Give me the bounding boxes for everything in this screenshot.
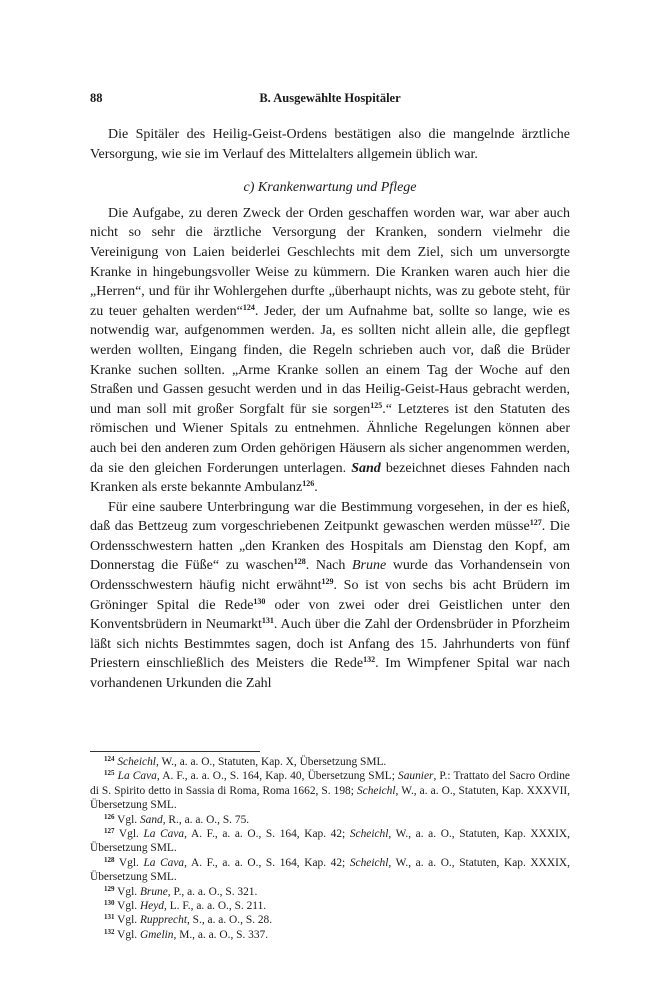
running-head xyxy=(90,91,570,109)
paragraph-2: Die Aufgabe, zu deren Zweck der Orden geschaffen worden war, war aber auch nicht so sehr die ärztliche Versorgung der Kranken, sondern vielmehr die Vereinigung von Laien beiderlei Geschlechts mit dem Ziel, sich um unversorgte Kranke in hingebungsvoller Weise zu kümmern. Die Kranken waren auch hier die „Herren“, und für ihr Wohlergehen durfte „überhaupt nichts, was zu gebote steht, für zu teuer gehalten werden“$^{124}$. Jeder, der um Aufnahme bat, sollte so lange, wie es notwendig war, aufgenommen werden. Ja, es sollten nicht allein alle, die gepflegt werden wollten, Eingang finden, die Regeln schrieben auch vor, daß die Brüder Kranke suchen sollten. „Arme Kranke sollen an einem Tag der Woche auf den Straßen und Gassen gesucht werden und in das Heilig-Geist-Haus gebracht werden, und man soll mit großer Sorgfalt für sie sorgen$^{125}$.“ Letzteres ist den Statuten des römischen und Wiener Spitals zu entnehmen. Ähnliche Regelungen können aber auch bei den anderen zum Orden gehörigen Häusern als sicher angenommen werden, da sie den gleichen Forderungen unterlagen. Sand bezeichnet dieses Fahnden nach Kranken als erste bekannte Ambulanz$^{126}$. xyxy=(90,205,571,496)
author-name: Brune xyxy=(351,558,387,574)
body-text xyxy=(90,125,570,694)
footnote-132: $^{132}$ Vgl. Gmelin, M., a. a. O., S. 337. xyxy=(104,927,269,941)
footnote-ref[interactable]: 129 xyxy=(321,577,334,587)
page-number: 88 xyxy=(90,91,103,105)
footnote-124: $^{124}$ Scheichl, W., a. a. O., Statuten, Kap. X, Übersetzung SML. xyxy=(104,755,387,768)
footnote-ref[interactable]: 125 xyxy=(370,400,383,410)
chapter-title: B. Ausgewählte Hospitäler xyxy=(259,91,401,105)
paragraph-1: Die Spitäler des Heilig-Geist-Ordens bestätigen also die mangelnde ärztliche Versorgung, wie sie im Verlauf des Mittelalters allgemein üblich war. xyxy=(90,127,570,162)
footnote-130: $^{130}$ Vgl. Heyd, L. F., a. a. O., S. 211. xyxy=(104,899,267,913)
footnote-ref[interactable]: 132 xyxy=(363,655,376,665)
footnote-ref[interactable]: 131 xyxy=(261,616,274,626)
paragraph-3: Für eine saubere Unterbringung war die Bestimmung vorgesehen, in der es hieß, daß das Bettzeug zum vorgeschriebenen Zeitpunkt gewaschen werden müsse$^{127}$. Die Ordensschwestern hatten „den Kranken des Hospitals am Dienstag den Kopf, am Donnerstag die Füße“ zu waschen$^{128}$. Nach Brune wurde das Vorhandensein von Ordensschwestern häufig nicht erwähnt$^{129}$. So ist von sechs bis acht Brüdern im Gröninger Spital die Rede$^{130}$ oder von zwei oder drei Geistlichen unter den Konventsbrüdern in Neumarkt$^{131}$. Auch über die Zahl der Ordensbrüder in Pforzheim läßt sich nichts Bestimmtes sagen, doch ist Anfang des 15. Jahrhunderts von fünf Priestern einschließlich des Meisters die Rede$^{132}$. Im Wimpfener Spital war nach vorhandenen Urkunden die Zahl xyxy=(90,499,571,692)
footnote-127: $^{127}$ Vgl. La Cava, A. F., a. a. O., S. 164, Kap. 42; Scheichl, W., a. a. O., Statuten, Kap. XXXIX, Übersetzung SML. xyxy=(90,827,570,855)
section-heading: c) Krankenwartung und Pflege xyxy=(243,180,417,196)
footnote-ref[interactable]: 124 xyxy=(242,302,255,312)
footnote-divider xyxy=(90,751,260,752)
footnote-ref[interactable]: 126 xyxy=(302,479,315,489)
footnote-ref[interactable]: 128 xyxy=(293,557,306,567)
footnote-ref[interactable]: 130 xyxy=(253,596,266,606)
author-name: Sand xyxy=(351,460,381,476)
footnote-131: $^{131}$ Vgl. Rupprecht, S., a. a. O., S. 28. xyxy=(104,913,273,927)
footnote-ref[interactable]: 127 xyxy=(529,518,542,528)
footnote-129: $^{129}$ Vgl. Brune, P., a. a. O., S. 321. xyxy=(104,884,258,898)
footnotes xyxy=(90,755,570,942)
footnote-128: $^{128}$ Vgl. La Cava, A. F., a. a. O., S. 164, Kap. 42; Scheichl, W., a. a. O., Statuten, Kap. XXXIX, Übersetzung SML. xyxy=(90,855,570,884)
footnote-125: $^{125}$ La Cava, A. F., a. a. O., S. 164, Kap. 40, Übersetzung SML; Saunier, P.: Trattato del Sacro Ordine di S. Spirito detto in Sassia di Roma, Roma 1662, S. 198; Scheichl, W., a. a. O., Statuten, Kap. XXXVII, Übersetzung SML. xyxy=(90,769,571,812)
footnote-126: $^{126}$ Vgl. Sand, R., a. a. O., S. 75. xyxy=(104,812,250,826)
